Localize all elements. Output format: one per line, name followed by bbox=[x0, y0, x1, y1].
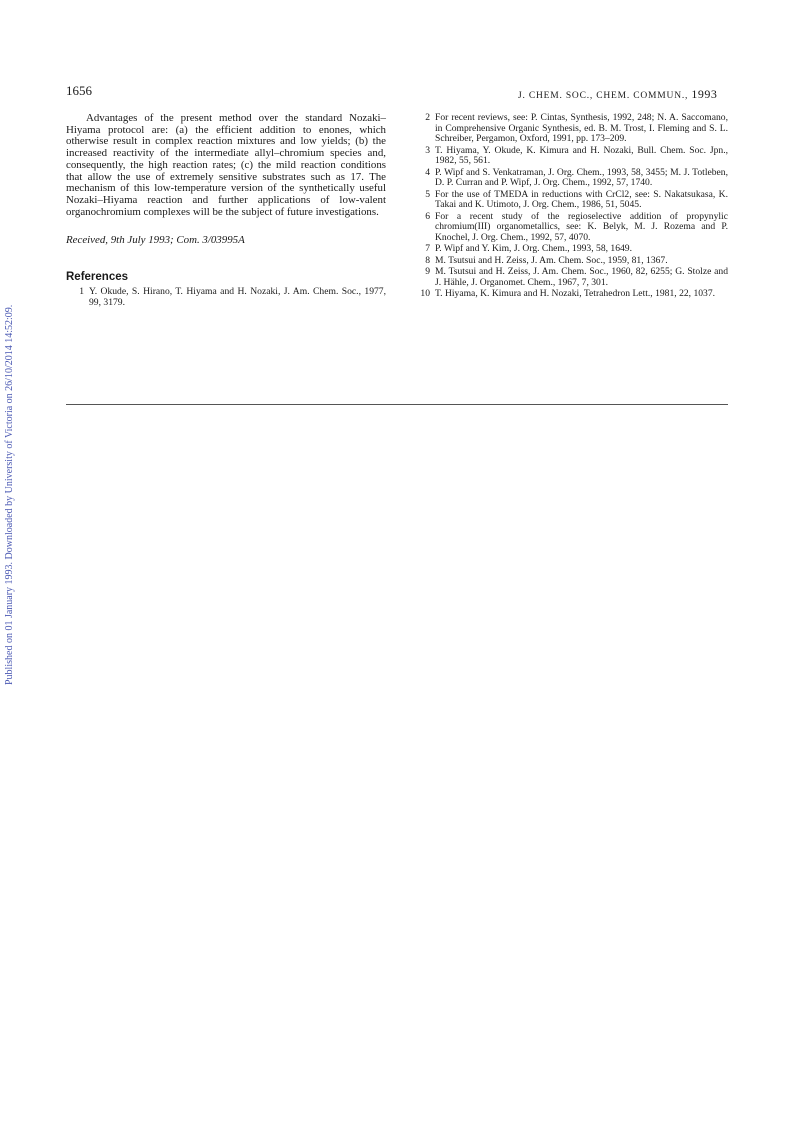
reference-number: 3 bbox=[425, 144, 430, 156]
reference-text: Y. Okude, S. Hirano, T. Hiyama and H. Nozaki, J. Am. Chem. Soc., 1977, 99, 3179. bbox=[89, 286, 386, 308]
reference-number: 4 bbox=[425, 166, 430, 178]
running-head bbox=[518, 87, 717, 102]
body-paragraph: Advantages of the present method over the standard Nozaki–Hiyama protocol are: (a) the efficient addition to enones, which otherwise result in complex reaction mixtures and low yields; (b) the increased reactivity of the intermediate allyl–chromium species and, consequently, the high reaction rates; (c) the mild reaction conditions that allow the use of extremely sensitive substrates such as 17. The mechanism of this low-temperature version of the synthetically useful Nozaki–Hiyama reaction and further applications of low-valent organochromium complexes will be the subject of future investigations. bbox=[66, 112, 386, 218]
reference-item bbox=[66, 287, 386, 308]
reference-number: 2 bbox=[425, 112, 430, 123]
left-column bbox=[66, 113, 386, 308]
reference-item bbox=[412, 256, 728, 267]
reference-number: 7 bbox=[425, 243, 430, 254]
reference-item bbox=[412, 244, 728, 255]
received-line: Received, 9th July 1993; Com. 3/03995A bbox=[66, 234, 245, 247]
reference-number: 9 bbox=[425, 266, 430, 277]
reference-item bbox=[412, 113, 728, 145]
references-list-left bbox=[66, 287, 386, 308]
journal-year: 1993 bbox=[691, 87, 718, 101]
reference-text: T. Hiyama, K. Kimura and H. Nozaki, Tetrahedron Lett., 1981, 22, 1037. bbox=[435, 288, 716, 299]
reference-text: P. Wipf and S. Venkatraman, J. Org. Chem., 1993, 58, 3455; M. J. Totleben, D. P. Curran and P. Wipf, J. Org. Chem., 1992, 57, 1740. bbox=[435, 166, 728, 188]
reference-text: M. Tsutsui and H. Zeiss, J. Am. Chem. Soc., 1959, 81, 1367. bbox=[435, 254, 668, 266]
reference-item bbox=[412, 289, 728, 300]
reference-item bbox=[412, 212, 728, 244]
references-list-right bbox=[412, 113, 728, 300]
reference-text: For a recent study of the regioselective addition of propynylic chromium(III) organometallics, see: K. Belyk, M. J. Rozema and P. Knochel, J. Org. Chem., 1992, 57, 4070. bbox=[435, 210, 728, 243]
reference-number: 5 bbox=[425, 188, 430, 200]
reference-number: 1 bbox=[79, 286, 84, 298]
reference-item bbox=[412, 146, 728, 167]
references-heading: References bbox=[66, 271, 129, 284]
reference-text: P. Wipf and Y. Kim, J. Org. Chem., 1993, 58, 1649. bbox=[435, 243, 633, 254]
journal-name: J. CHEM. SOC., CHEM. COMMUN., bbox=[518, 91, 689, 101]
reference-item bbox=[412, 168, 728, 189]
download-notice-text: Published on 01 January 1993. Downloaded by University of Victoria on 26/10/2014 14:52:09. bbox=[4, 304, 15, 685]
reference-text: For recent reviews, see: P. Cintas, Synthesis, 1992, 248; N. A. Saccomano, in Comprehensive Organic Synthesis, ed. B. M. Trost, I. Fleming and S. L. Schreiber, Pergamon, Oxford, 1991, pp. 173–209. bbox=[435, 112, 728, 144]
reference-text: For the use of TMEDA in reductions with CrCl2, see: S. Nakatsukasa, K. Takai and K. Utimoto, J. Org. Chem., 1986, 51, 5045. bbox=[435, 188, 728, 210]
footer-rule bbox=[66, 404, 728, 405]
reference-text: T. Hiyama, Y. Okude, K. Kimura and H. Nozaki, Bull. Chem. Soc. Jpn., 1982, 55, 561. bbox=[435, 144, 728, 166]
right-column bbox=[412, 113, 728, 301]
reference-number: 6 bbox=[425, 210, 430, 222]
reference-number: 8 bbox=[425, 254, 430, 266]
reference-item bbox=[412, 190, 728, 211]
page-number: 1656 bbox=[66, 83, 92, 98]
reference-text: M. Tsutsui and H. Zeiss, J. Am. Chem. Soc., 1960, 82, 6255; G. Stolze and J. Hähle, J. Organomet. Chem., 1967, 7, 301. bbox=[435, 266, 728, 288]
reference-item bbox=[412, 267, 728, 288]
reference-number: 10 bbox=[420, 288, 430, 299]
